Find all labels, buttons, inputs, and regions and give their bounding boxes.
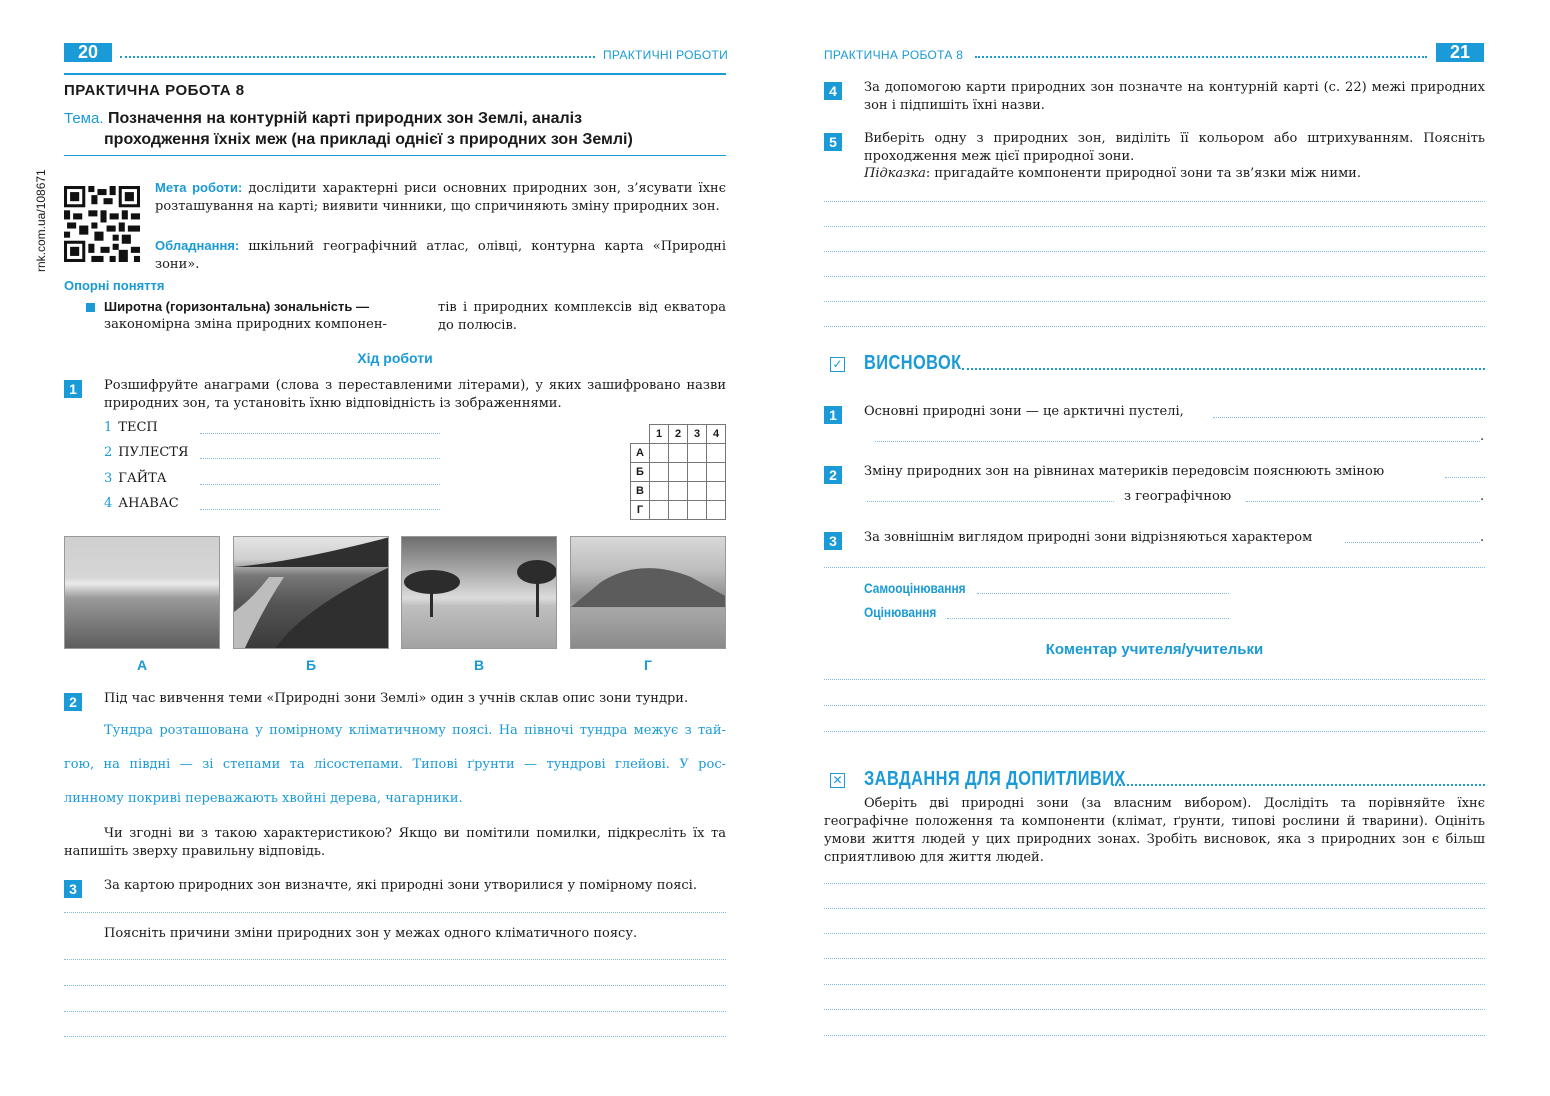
procedure-title: Хід роботи bbox=[357, 350, 433, 366]
answer-line[interactable] bbox=[1445, 477, 1485, 478]
page-number: 20 bbox=[64, 43, 112, 62]
answer-line[interactable] bbox=[824, 201, 1485, 202]
running-head: ПРАКТИЧНІ РОБОТИ bbox=[603, 48, 729, 62]
curious-text: Оберіть дві природні зони (за власним вибором). Дослідіть та порівняйте їхнє географічне положення та компоненти (клімат, ґрунти, типові рослини й тварини). Оцініть умови життя людей у цих природних зонах. Зробіть висновок, яка з природних зон є більш сприятливою для життя людей. bbox=[824, 796, 1485, 865]
concept-def-col2: тів і природних комплексів від екватора до полюсів. bbox=[438, 300, 726, 333]
answer-line[interactable] bbox=[1213, 417, 1485, 418]
task-number-3: 3 bbox=[64, 880, 82, 898]
answer-line[interactable] bbox=[64, 959, 726, 960]
checkbox-checked-icon: ✓ bbox=[830, 357, 845, 372]
answer-line[interactable] bbox=[824, 567, 1485, 568]
task2-question: Чи згодні ви з такою характеристикою? Якщо ви помітили помилки, підкресліть їх та напишіть зверху правильну відповідь. bbox=[64, 826, 726, 859]
task1-text: Розшифруйте анаграми (слова з переставленими літерами), у яких зашифровано назви природних зон, та установіть їхню відповідність із зображеннями. bbox=[104, 378, 726, 411]
anagram-3: 3 ГАЙТА bbox=[104, 471, 167, 486]
section-dots bbox=[1112, 784, 1485, 786]
answer-line-2[interactable] bbox=[200, 458, 440, 459]
assessment-label: Оцінювання bbox=[864, 604, 937, 620]
topic bbox=[64, 108, 633, 150]
equipment-label: Обладнання: bbox=[155, 238, 240, 253]
grid-cell[interactable] bbox=[707, 444, 726, 463]
answer-line[interactable] bbox=[64, 1036, 726, 1037]
goal-paragraph bbox=[155, 179, 726, 216]
task3-text: За картою природних зон визначте, які природні зони утворилися у помірному поясі. bbox=[104, 878, 697, 893]
hint-label: Підказка bbox=[864, 166, 926, 181]
task-number-1: 1 bbox=[64, 380, 82, 398]
header-rule bbox=[64, 73, 726, 75]
task-number-5: 5 bbox=[824, 133, 842, 151]
task5-hint bbox=[864, 165, 1485, 183]
answer-line[interactable] bbox=[824, 1009, 1485, 1010]
conclusion-1-text: Основні природні зони — це арктичні пустелі, bbox=[864, 404, 1184, 419]
equipment-text: шкільний географічний атлас, олівці, контурна карта «Природні зони». bbox=[155, 239, 726, 272]
comment-line[interactable] bbox=[824, 679, 1485, 680]
grid-cell[interactable] bbox=[669, 463, 688, 482]
self-assessment-field[interactable] bbox=[977, 593, 1229, 594]
photo-label-v: В bbox=[473, 657, 485, 673]
task2-intro: Під час вивчення теми «Природні зони Землі» один з учнів склав опис зони тундри. bbox=[104, 691, 689, 706]
header-dots bbox=[120, 56, 595, 58]
page-number: 21 bbox=[1436, 43, 1484, 62]
answer-line[interactable] bbox=[1345, 542, 1480, 543]
task5-text: Виберіть одну з природних зон, виділіть її кольором або штрихуванням. Поясніть проходження меж цієї природної зони. bbox=[864, 131, 1485, 164]
topic-rule bbox=[64, 155, 726, 156]
task2-quote-line2: гою, на півдні — зі степами та лісостепами. Типові ґрунти — тундрові глейові. У рос- bbox=[64, 757, 726, 772]
answer-line[interactable] bbox=[824, 1035, 1485, 1036]
conclusion-title: ВИСНОВОК bbox=[864, 352, 962, 374]
answer-line[interactable] bbox=[824, 251, 1485, 252]
running-head: ПРАКТИЧНА РОБОТА 8 bbox=[824, 48, 964, 62]
photo-label-b: Б bbox=[305, 657, 317, 673]
conclusion-number-2: 2 bbox=[824, 466, 842, 484]
conclusion-2-text: Зміну природних зон на рівнинах материків передовсім пояснюють зміною bbox=[864, 464, 1385, 479]
photo-tundra bbox=[64, 536, 220, 649]
task3-text2: Поясніть причини зміни природних зон у межах одного кліматичного поясу. bbox=[104, 926, 638, 941]
answer-line[interactable] bbox=[875, 441, 1480, 442]
anagram-1: 1 ТЕСП bbox=[104, 420, 158, 435]
task-number-4: 4 bbox=[824, 82, 842, 100]
goal-text: дослідити характерні риси основних природних зон, з’ясувати їхнє розташування на карті; виявити чинники, що спричиняють зміну природних зон. bbox=[155, 181, 726, 214]
grid-cell[interactable] bbox=[650, 463, 669, 482]
comment-line[interactable] bbox=[824, 731, 1485, 732]
topic-label: Тема. bbox=[64, 110, 104, 127]
answer-line[interactable] bbox=[1246, 501, 1480, 502]
grid-cell[interactable] bbox=[707, 501, 726, 520]
task-number-2: 2 bbox=[64, 693, 82, 711]
grid-cell[interactable] bbox=[650, 444, 669, 463]
hint-text: : пригадайте компоненти природної зони та зв’язки між ними. bbox=[925, 166, 1361, 181]
conclusion-2-mid: з географічною bbox=[1124, 489, 1232, 504]
task2-quote-line3: линному покриві переважають хвойні дерева, чагарники. bbox=[64, 791, 463, 806]
section-dots bbox=[962, 368, 1485, 370]
answer-line[interactable] bbox=[867, 501, 1114, 502]
answer-line[interactable] bbox=[824, 984, 1485, 985]
work-title: ПРАКТИЧНА РОБОТА 8 bbox=[64, 82, 245, 99]
grid-cell[interactable] bbox=[650, 501, 669, 520]
header-dots bbox=[975, 56, 1427, 58]
photo-desert bbox=[570, 536, 726, 649]
answer-line[interactable] bbox=[64, 1011, 726, 1012]
curious-title: ЗАВДАННЯ ДЛЯ ДОПИТЛИВИХ bbox=[864, 768, 1126, 790]
answer-line-1[interactable] bbox=[200, 433, 440, 434]
answer-line[interactable] bbox=[824, 276, 1485, 277]
grid-cell[interactable] bbox=[669, 444, 688, 463]
concept-def-col1: закономірна зміна природних компонен- bbox=[104, 317, 387, 332]
conclusion-number-3: 3 bbox=[824, 532, 842, 550]
answer-line[interactable] bbox=[64, 912, 726, 913]
grid-cell[interactable] bbox=[707, 463, 726, 482]
topic-line2: проходження їхніх меж (на прикладі однієї з природних зон Землі) bbox=[104, 131, 633, 148]
grid-cell[interactable] bbox=[688, 482, 707, 501]
answer-line[interactable] bbox=[824, 226, 1485, 227]
task4-text: За допомогою карти природних зон позначте на контурній карті (с. 22) межі природних зон і підпишіть їхні назви. bbox=[864, 80, 1485, 113]
period: . bbox=[1480, 429, 1485, 444]
grid-cell[interactable] bbox=[688, 501, 707, 520]
goal-label: Мета роботи: bbox=[155, 180, 243, 195]
answer-line-3[interactable] bbox=[200, 484, 440, 485]
answer-line[interactable] bbox=[824, 301, 1485, 302]
self-assessment-label: Самооцінювання bbox=[864, 580, 966, 596]
assessment-field[interactable] bbox=[947, 618, 1229, 619]
concepts-title: Опорні поняття bbox=[64, 278, 165, 293]
grid-cell[interactable] bbox=[688, 463, 707, 482]
answer-line[interactable] bbox=[824, 326, 1485, 327]
equipment-paragraph bbox=[155, 237, 726, 274]
answer-line[interactable] bbox=[824, 958, 1485, 959]
photo-label-a: А bbox=[136, 657, 148, 673]
answer-line-4[interactable] bbox=[200, 509, 440, 510]
grid-cell[interactable] bbox=[707, 482, 726, 501]
photo-label-g: Г bbox=[644, 657, 652, 673]
period: . bbox=[1480, 489, 1485, 504]
answer-line[interactable] bbox=[64, 985, 726, 986]
conclusion-3-text: За зовнішнім виглядом природні зони відрізняються характером bbox=[864, 530, 1313, 545]
answer-line[interactable] bbox=[824, 933, 1485, 934]
answer-line[interactable] bbox=[824, 908, 1485, 909]
answer-line[interactable] bbox=[824, 883, 1485, 884]
task2-quote-line1: Тундра розташована у помірному кліматичному поясі. На півночі тундра межує з тай- bbox=[104, 723, 726, 738]
topic-line1: Позначення на контурній карті природних зон Землі, аналіз bbox=[107, 110, 583, 127]
grid-cell[interactable] bbox=[650, 482, 669, 501]
qr-code-icon[interactable] bbox=[64, 186, 140, 262]
side-url[interactable]: rnk.com.ua/108671 bbox=[34, 169, 48, 272]
anagram-4: 4 АНАВАС bbox=[104, 496, 179, 511]
checkbox-crossed-icon: ✕ bbox=[830, 773, 845, 788]
period: . bbox=[1480, 530, 1485, 545]
concept-term: Широтна (горизонтальна) зональність — bbox=[104, 299, 369, 314]
grid-cell[interactable] bbox=[669, 482, 688, 501]
comment-line[interactable] bbox=[824, 705, 1485, 706]
grid-cell[interactable] bbox=[688, 444, 707, 463]
answer-grid: 1 2 3 4 А Б В Г bbox=[630, 424, 726, 520]
anagram-2: 2 ПУЛЕСТЯ bbox=[104, 445, 189, 460]
photo-savanna bbox=[401, 536, 557, 649]
bullet-square-icon bbox=[86, 303, 95, 312]
photo-taiga bbox=[233, 536, 389, 649]
conclusion-number-1: 1 bbox=[824, 406, 842, 424]
teacher-comment-title: Коментар учителя/учительки bbox=[1045, 641, 1264, 658]
grid-cell[interactable] bbox=[669, 501, 688, 520]
